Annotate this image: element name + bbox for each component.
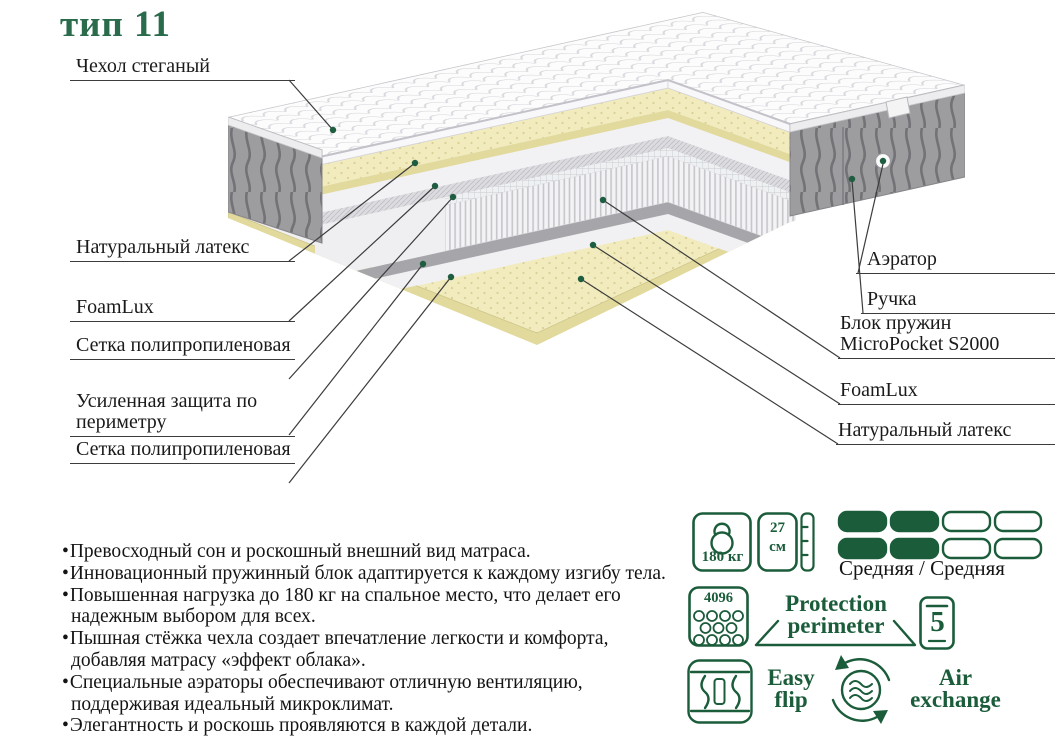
callout-perimeter-protection: Усиленная защита по периметру (70, 391, 295, 437)
callout-spring-block: Блок пружин MicroPocket S2000 (838, 313, 1055, 359)
callout-foamlux-right: FoamLux (838, 380, 1055, 405)
callout-natural-latex-left: Натуральный латекс (70, 237, 295, 262)
feature-item: • Элегантность и роскошь проявляются в каждой детали. (62, 715, 682, 737)
air-exchange-icon (833, 655, 889, 724)
callout-handle: Ручка (861, 289, 1055, 314)
ruler-icon (802, 514, 814, 571)
height-unit: см (769, 539, 786, 555)
callout-foamlux-left: FoamLux (70, 297, 295, 322)
feature-item: • Повышенная нагрузка до 180 кг на спальное место, что делает его надежным выбором для всех. (62, 585, 682, 629)
springs-count-label: 4096 (704, 590, 733, 606)
feature-item: • Инновационный пружинный блок адаптируется к каждому изгибу тела. (62, 563, 682, 585)
protection-perimeter-label: Protection perimeter (785, 591, 887, 638)
feature-item: • Специальные аэраторы обеспечивают отличную вентиляцию, поддерживая идеальный микроклимат. (62, 672, 682, 716)
feature-item: • Пышная стёжка чехла создает впечатление легкости и комфорта, добавляя матрасу «эффект облака». (62, 628, 682, 672)
easy-flip-label: Easy flip (767, 665, 815, 712)
page-title: тип 11 (60, 4, 172, 45)
warranty-years-label: 5 (930, 606, 945, 638)
callout-natural-latex-right: Натуральный латекс (836, 420, 1055, 445)
easy-flip-icon (689, 661, 752, 723)
air-exchange-label: Air exchange (910, 665, 1001, 712)
firmness-label: Средняя / Средняя (839, 556, 1005, 580)
max-weight-label: 180 кг (701, 549, 744, 565)
callout-mesh-top: Сетка полипропиленовая (70, 335, 295, 360)
height-value: 27 (770, 520, 785, 536)
callout-quilted-cover: Чехол стеганый (70, 56, 295, 81)
callout-aerator: Аэратор (856, 249, 1055, 274)
callout-mesh-bottom: Сетка полипропиленовая (70, 439, 295, 464)
firmness-indicator (839, 512, 1041, 558)
feature-item: • Превосходный сон и роскошный внешний вид матраса. (62, 541, 682, 563)
feature-list (62, 541, 682, 737)
